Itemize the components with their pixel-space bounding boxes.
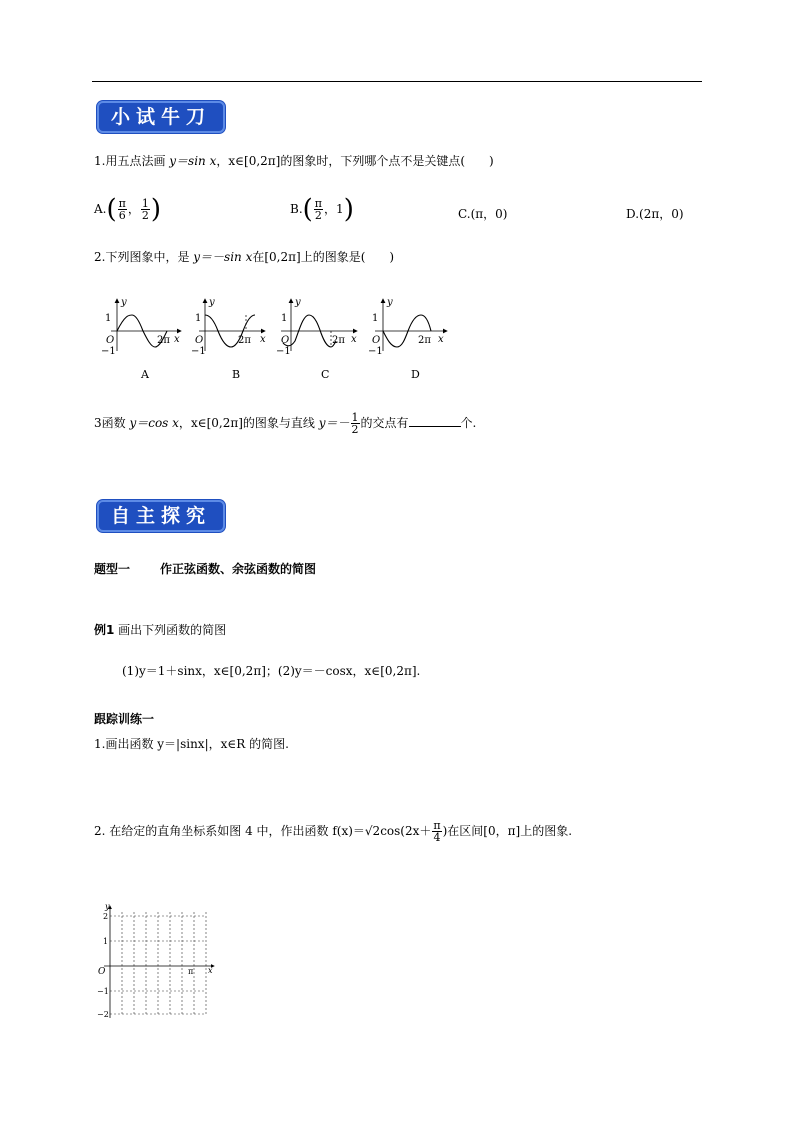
graph-a-minus-one: −1 <box>101 346 116 357</box>
graph-b-y-label: y <box>209 297 215 308</box>
graph-a[interactable] <box>101 297 181 381</box>
banner-small-test: 小试牛刀 <box>97 101 225 133</box>
graph-c-minus-one: −1 <box>276 346 291 357</box>
option-a[interactable]: A.( $\frac{\pi}{6}$ ， $\frac{1}{2}$ ) <box>94 194 162 225</box>
banner-self-explore: 自主探究 <box>97 500 225 532</box>
graph-d-one: 1 <box>372 313 379 324</box>
graph-d-label: D <box>411 368 420 381</box>
section-type-1: 题型一 作正弦函数、余弦函数的简图 <box>94 562 317 576</box>
grid-tick-minus-2: −2 <box>97 1010 109 1019</box>
coordinate-grid <box>94 900 224 1024</box>
graph-d-two-pi: 2π <box>418 335 431 346</box>
graph-d-origin: O <box>372 335 381 346</box>
graph-c-two-pi: 2π <box>332 335 345 346</box>
graph-c[interactable] <box>276 297 357 381</box>
graph-a-two-pi: 2π <box>157 335 170 346</box>
graph-a-x-label: x <box>174 334 180 345</box>
graph-d-minus-one: −1 <box>368 346 383 357</box>
graph-a-one: 1 <box>105 313 112 324</box>
graph-c-y-label: y <box>295 297 301 308</box>
header-rule <box>92 81 702 82</box>
answer-blank[interactable] <box>409 414 461 427</box>
example-1-title: 例1 画出下列函数的简图 <box>94 623 227 637</box>
question-3-stem: 3函数 y＝cos x，x∈[0,2π]的图象与直线 y＝－ $\frac{1}{2}$ 的交点有 个. <box>94 411 477 436</box>
option-b[interactable]: B.( $\frac{\pi}{2}$ ，1) <box>290 194 354 225</box>
graph-c-origin: O <box>281 335 290 346</box>
question-1-stem: 1.用五点法画 y＝sin x，x∈[0,2π]的图象时，下列哪个点不是关键点( ) <box>94 154 494 168</box>
grid-tick-1: 1 <box>103 937 109 946</box>
question-2-stem: 2.下列图象中，是 y＝－sin x在[0,2π]上的图象是( ) <box>94 250 395 264</box>
graph-c-one: 1 <box>281 313 288 324</box>
graph-b-label: B <box>232 368 241 381</box>
graph-d-y-label: y <box>387 297 393 308</box>
graph-a-label: A <box>141 368 149 381</box>
grid-origin: O <box>98 967 106 977</box>
graph-a-origin: O <box>106 335 115 346</box>
graph-b-x-label: x <box>260 334 266 345</box>
grid-tick-pi: π <box>188 967 194 976</box>
graph-c-x-label: x <box>351 334 357 345</box>
graph-a-y-label: y <box>121 297 127 308</box>
practice-item-1: 1.画出函数 y＝|sinx|，x∈R 的简图. <box>94 737 289 751</box>
grid-x-label: x <box>208 966 213 975</box>
graph-d-x-label: x <box>438 334 444 345</box>
q2-graphs <box>95 293 455 385</box>
grid-tick-minus-1: −1 <box>97 987 109 996</box>
grid-y-label: y <box>105 902 110 911</box>
graph-b-origin: O <box>195 335 204 346</box>
graph-b-two-pi: 2π <box>238 335 251 346</box>
grid-tick-2: 2 <box>103 912 109 921</box>
practice-item-2: 2. 在给定的直角坐标系如图 4 中，作出函数 f(x)＝√2cos(2x＋ $\frac{\pi}{4}$ )在区间[0，π]上的图象. <box>94 819 573 844</box>
graph-b[interactable] <box>191 297 266 381</box>
option-c[interactable]: C.(π，0) <box>458 207 508 221</box>
option-d[interactable]: D.(2π，0) <box>626 207 684 221</box>
graph-b-one: 1 <box>195 313 202 324</box>
example-1-body: (1)y＝1＋sinx，x∈[0,2π]；(2)y＝－cosx，x∈[0,2π]. <box>122 664 421 678</box>
graph-c-label: C <box>321 368 330 381</box>
graph-d[interactable] <box>368 297 447 381</box>
practice-title: 跟踪训练一 <box>94 712 155 726</box>
graph-b-minus-one: −1 <box>191 346 206 357</box>
